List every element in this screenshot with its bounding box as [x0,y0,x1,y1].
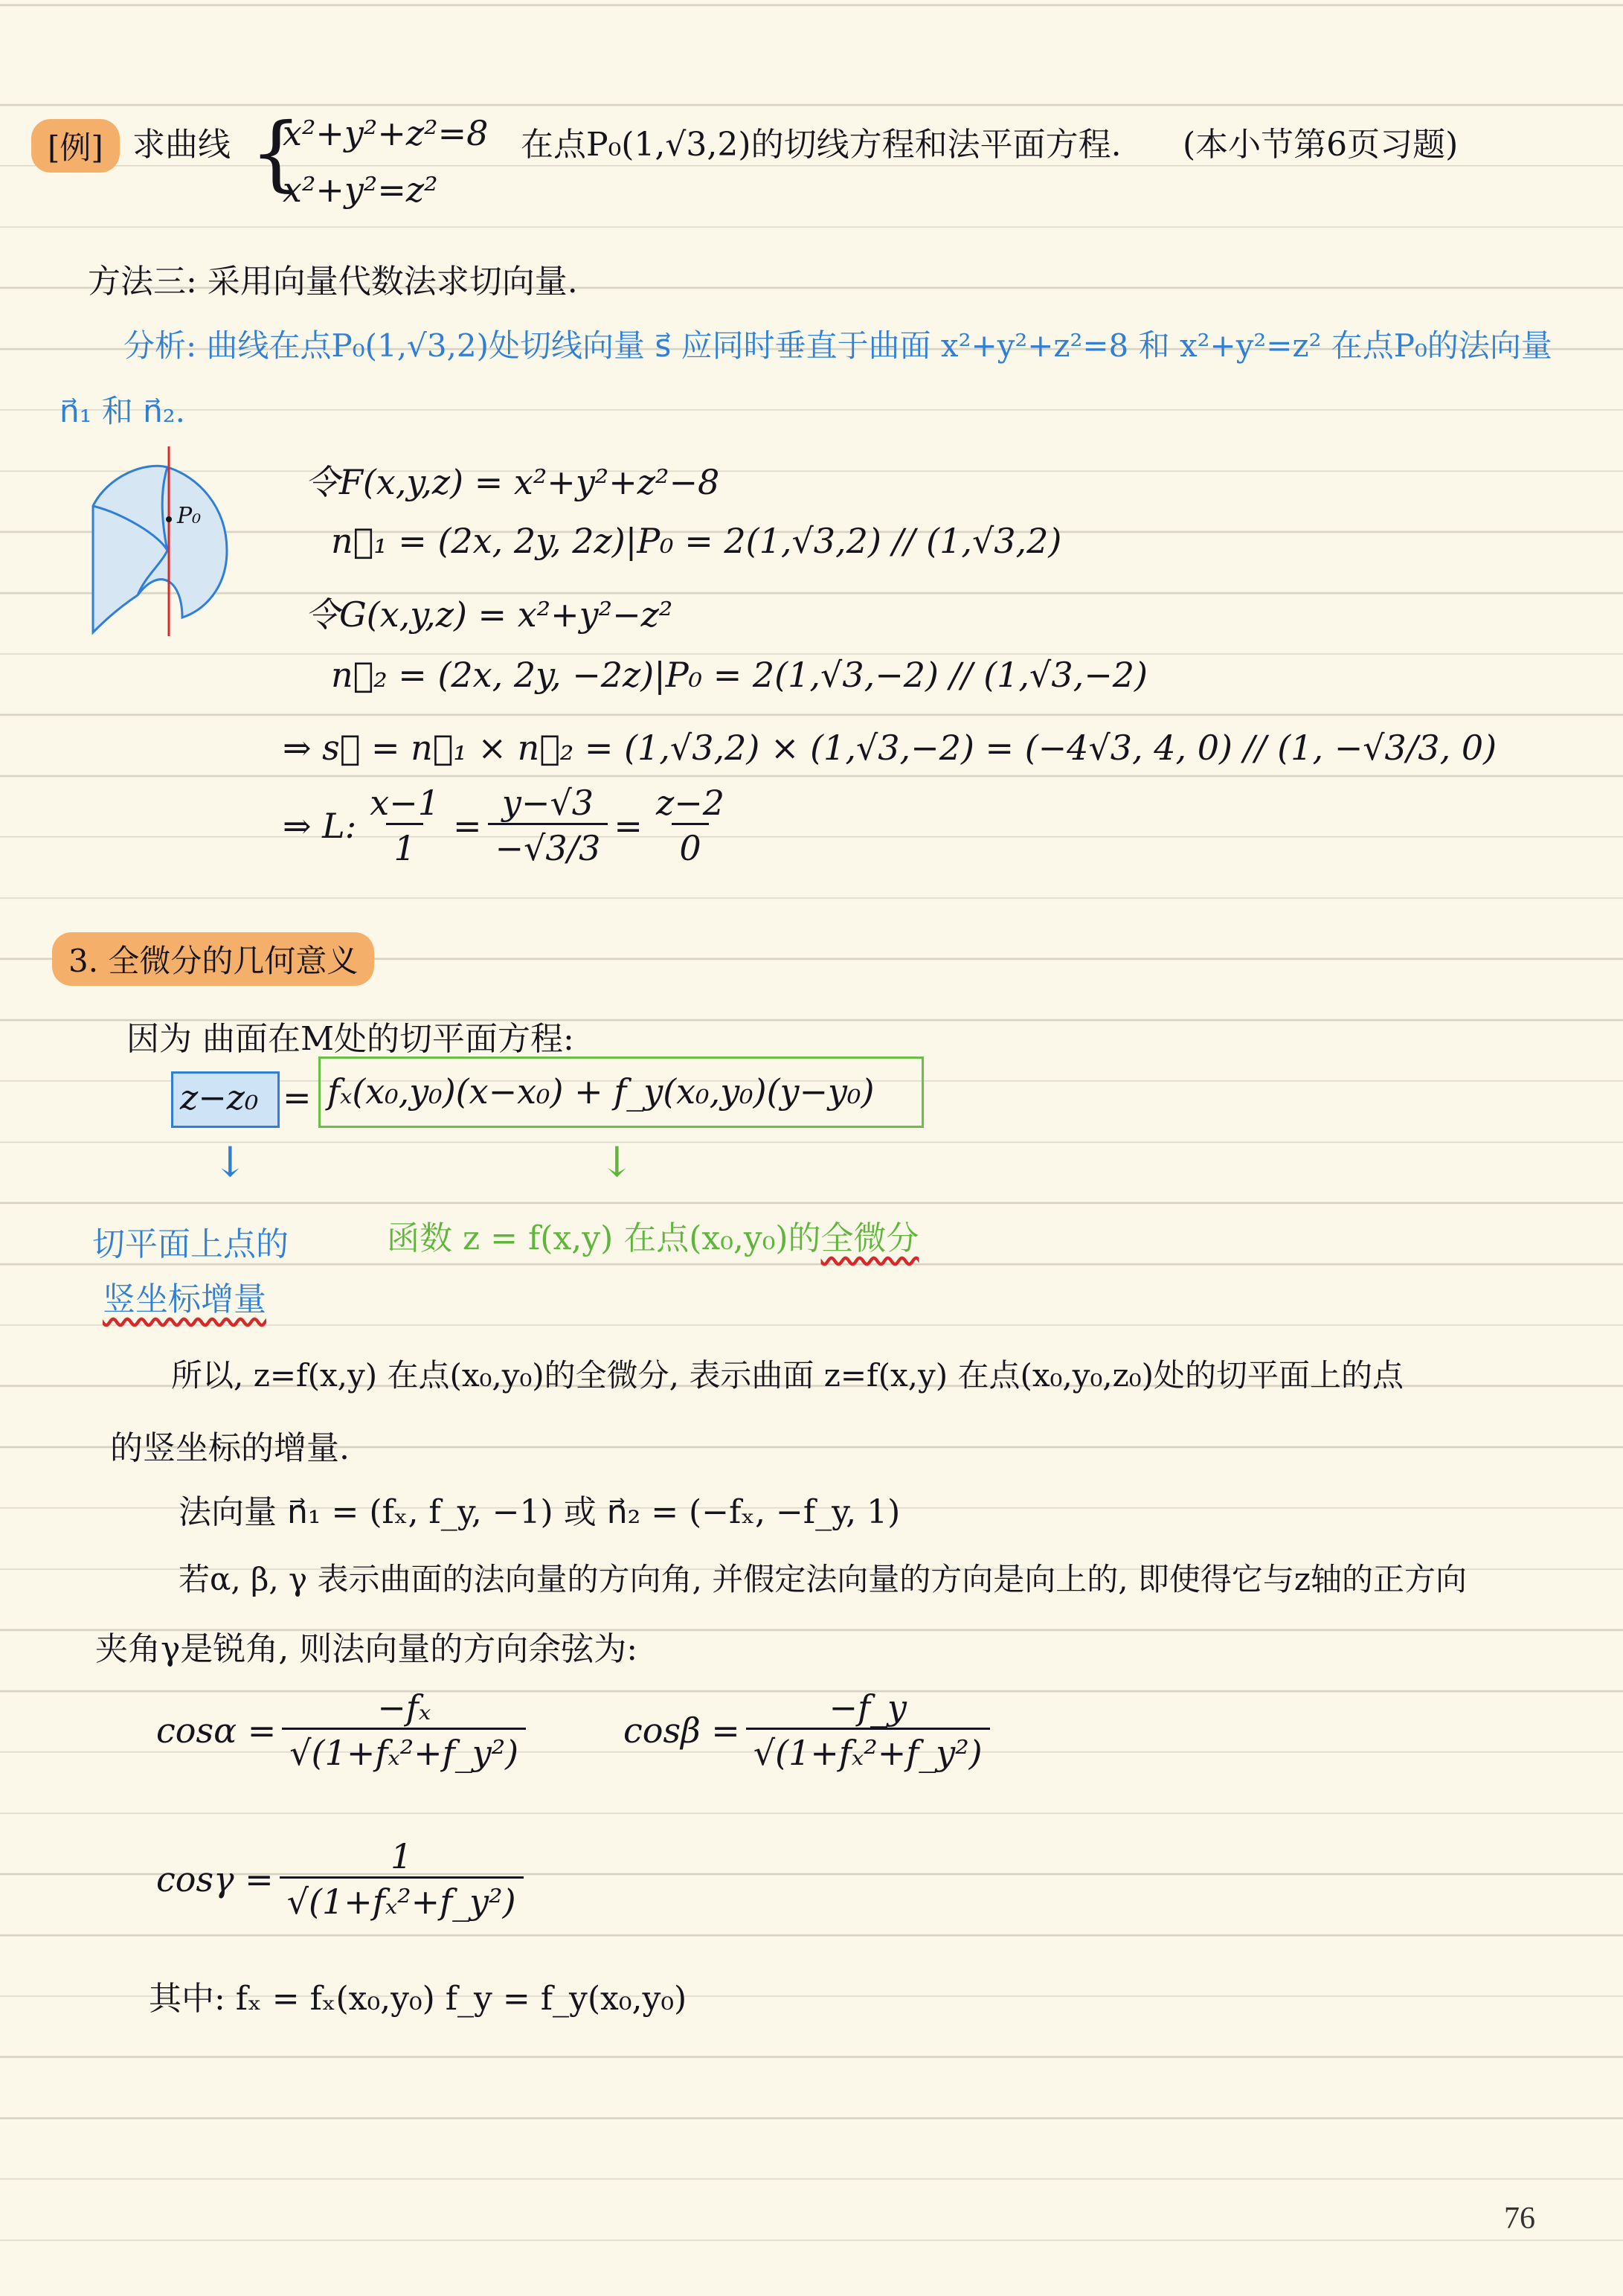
cos-gamma-fraction: $\frac{1}{\text{√(1+fₓ²+f\_y²)}}$ [280,1836,524,1922]
para1-line2: 的竖坐标的增量. [110,1429,350,1467]
cos-alpha: cosα = $\frac{\text{−fₓ}}{\text{√(1+fₓ²+f\_y²)}}$ [156,1687,532,1773]
cos-beta-fraction: $\frac{-f\_y}{\text{√(1+fₓ²+f\_y²)}}$ [746,1687,990,1773]
deriv-line6: ⇒ L: $\frac{x-1}{1}$ = $\frac{y-√3}{-√3/3}$ = $\frac{z-2}{0}$ [283,783,738,868]
arrow-green: ↓ [600,1138,634,1187]
page-number: 76 [1504,2202,1535,2236]
surface-figure [78,446,242,640]
deriv-line2: n⃗₁ = (2x, 2y, 2z)|P₀ = 2(1,√3,2) // (1,√3,2) [331,521,1062,561]
method-title: 方法三: 采用向量代数法求切向量. [88,263,578,301]
cos-alpha-fraction: $\frac{\text{−fₓ}}{\text{√(1+fₓ²+f\_y²)}}$ [282,1687,526,1773]
label-green-prefix: 函数 z = f(x,y) 在点(x₀,y₀)的 [387,1219,821,1257]
system-brace: { [250,105,302,200]
section3-intro: 因为 曲面在M处的切平面方程: [126,1020,574,1058]
para1-line1: 所以, z=f(x,y) 在点(x₀,y₀)的全微分, 表示曲面 z=f(x,y) 在点(x₀,y₀,z₀)处的切平面上的点 [171,1357,1404,1394]
system-eq1: x²+y²+z²=8 [283,113,489,153]
example-tag: [例] [31,119,120,173]
para2-line1: 若α, β, γ 表示曲面的法向量的方向角, 并假定法向量的方向是向上的, 即使得它与z轴的正方向 [179,1561,1468,1597]
para2-line2: 夹角γ是锐角, 则法向量的方向余弦为: [95,1630,638,1668]
example-prompt: 求曲线 [132,126,231,164]
cos-gamma: cosγ = $\frac{1}{\text{√(1+fₓ²+f\_y²)}}$ [156,1836,530,1922]
figure-outer-surface [93,466,227,632]
where-line: 其中: fₓ = fₓ(x₀,y₀) f_y = f_y(x₀,y₀) [149,1980,687,2018]
deriv-line5: ⇒ s⃗ = n⃗₁ × n⃗₂ = (1,√3,2) × (1,√3,−2) = (−4√3, 4, 0) // (1, −√3/3, 0) [283,728,1497,768]
figure-point [166,516,172,522]
lhs-text: z−z₀ [180,1077,259,1117]
figure-point-label: P₀ [177,503,202,529]
label-green-word: 全微分 [820,1219,919,1257]
label-blue-line2: 竖坐标增量 [103,1280,266,1318]
example-rest: 在点P₀(1,√3,2)的切线方程和法平面方程. [521,126,1122,164]
deriv-line3: 令G(x,y,z) = x²+y²−z² [305,594,673,635]
fraction-x: $\frac{x-1}{1}$ [370,783,440,868]
equals-sign: = [283,1077,312,1117]
cos-beta: cosβ = $\frac{-f\_y}{\text{√(1+fₓ²+f\_y²)}}$ [623,1687,996,1773]
analysis-line1: 分析: 曲线在点P₀(1,√3,2)处切线向量 s⃗ 应同时垂直于曲面 x²+y²+z²=8 和 x²+y²=z² 在点P₀的法向量 [123,327,1552,364]
section3-title: 3. 全微分的几何意义 [52,932,374,986]
fraction-z: $\frac{z-2}{0}$ [655,783,725,868]
example-source: (本小节第6页习题) [1183,126,1459,164]
analysis-line2: n⃗₁ 和 n⃗₂. [60,393,185,429]
deriv-line4: n⃗₂ = (2x, 2y, −2z)|P₀ = 2(1,√3,−2) // (1,√3,−2) [331,655,1148,695]
arrow-blue: ↓ [213,1138,248,1187]
deriv-line1: 令F(x,y,z) = x²+y²+z²−8 [305,462,720,502]
label-green [387,1211,919,1259]
fraction-y: $\frac{y-√3}{-√3/3}$ [488,783,608,868]
rhs-text: fₓ(x₀,y₀)(x−x₀) + f_y(x₀,y₀)(y−y₀) [327,1071,875,1112]
normal-vectors: 法向量 n⃗₁ = (fₓ, f_y, −1) 或 n⃗₂ = (−fₓ, −f_y, 1) [179,1493,901,1531]
label-blue-line1: 切平面上点的 [92,1225,289,1263]
line-eq-prefix: ⇒ L: [283,805,357,846]
system-eq2: x²+y²=z² [283,170,438,210]
